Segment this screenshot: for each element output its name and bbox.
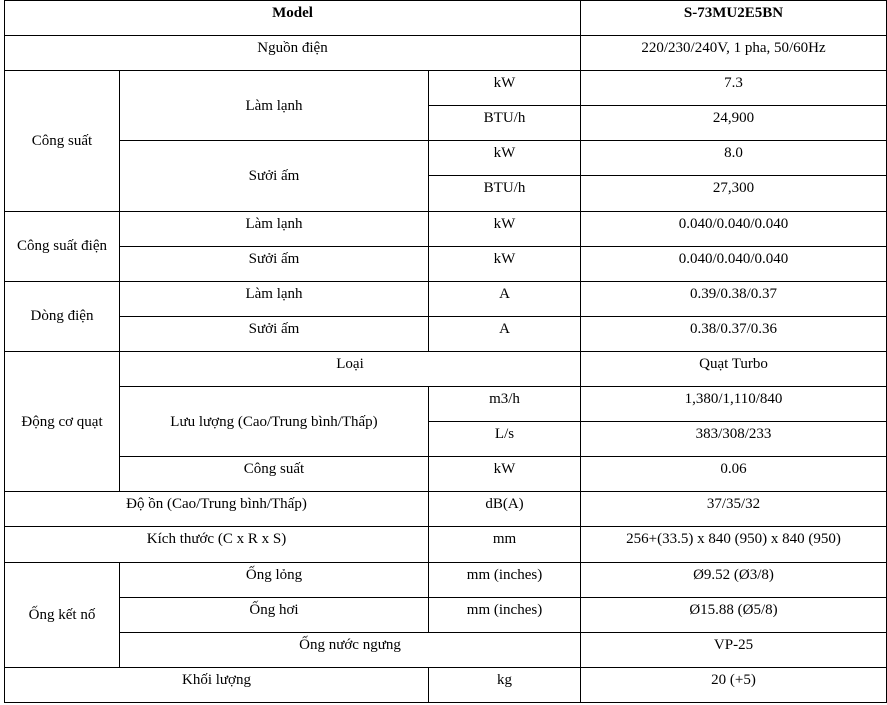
value-cell: 0.39/0.38/0.37	[581, 281, 887, 316]
table-row	[5, 1, 887, 36]
table-row	[5, 141, 887, 176]
value-cell: 7.3	[581, 71, 887, 106]
table-row	[5, 492, 887, 527]
value-cell: 8.0	[581, 141, 887, 176]
nguon-dien-value: 220/230/240V, 1 pha, 50/60Hz	[581, 36, 887, 71]
table-row	[5, 457, 887, 492]
unit-cell: BTU/h	[429, 106, 581, 141]
ong-ket-noi-label: Ống kết nố	[5, 562, 120, 667]
table-row	[5, 211, 887, 246]
unit-cell: kW	[429, 246, 581, 281]
unit-cell: dB(A)	[429, 492, 581, 527]
value-cell: 24,900	[581, 106, 887, 141]
value-cell: 383/308/233	[581, 422, 887, 457]
table-row	[5, 351, 887, 386]
value-cell: 37/35/32	[581, 492, 887, 527]
spec-table	[4, 0, 887, 703]
value-cell: 256+(33.5) x 840 (950) x 840 (950)	[581, 527, 887, 562]
value-cell: 20 (+5)	[581, 667, 887, 702]
cong-suat-suoi-am-label: Sưởi ấm	[120, 141, 429, 211]
value-cell: Ø15.88 (Ø5/8)	[581, 597, 887, 632]
value-cell: 0.06	[581, 457, 887, 492]
value-cell: 0.040/0.040/0.040	[581, 246, 887, 281]
value-cell: 27,300	[581, 176, 887, 211]
table-row	[5, 632, 887, 667]
unit-cell: kW	[429, 141, 581, 176]
row-label: Ống lỏng	[120, 562, 429, 597]
row-label: Loại	[120, 351, 581, 386]
row-label: Làm lạnh	[120, 281, 429, 316]
cong-suat-lam-lanh-label: Làm lạnh	[120, 71, 429, 141]
unit-cell: m3/h	[429, 387, 581, 422]
unit-cell: mm (inches)	[429, 597, 581, 632]
unit-cell: BTU/h	[429, 176, 581, 211]
value-cell: 0.040/0.040/0.040	[581, 211, 887, 246]
value-cell: VP-25	[581, 632, 887, 667]
row-label: Ống nước ngưng	[120, 632, 581, 667]
value-cell: Quạt Turbo	[581, 351, 887, 386]
do-on-label: Độ ồn (Cao/Trung bình/Thấp)	[5, 492, 429, 527]
nguon-dien-label: Nguồn điện	[5, 36, 581, 71]
value-cell: 0.38/0.37/0.36	[581, 316, 887, 351]
row-label: Làm lạnh	[120, 211, 429, 246]
unit-cell: kW	[429, 211, 581, 246]
unit-cell: A	[429, 281, 581, 316]
khoi-luong-label: Khối lượng	[5, 667, 429, 702]
unit-cell: kW	[429, 71, 581, 106]
cong-suat-label: Công suất	[5, 71, 120, 211]
table-row	[5, 281, 887, 316]
header-model-label: Model	[5, 1, 581, 36]
table-row	[5, 527, 887, 562]
value-cell: Ø9.52 (Ø3/8)	[581, 562, 887, 597]
unit-cell: A	[429, 316, 581, 351]
unit-cell: kW	[429, 457, 581, 492]
kich-thuoc-label: Kích thước (C x R x S)	[5, 527, 429, 562]
cong-suat-dien-label: Công suất điện	[5, 211, 120, 281]
row-label: Công suất	[120, 457, 429, 492]
unit-cell: mm (inches)	[429, 562, 581, 597]
row-label: Sưởi ấm	[120, 246, 429, 281]
row-label: Ống hơi	[120, 597, 429, 632]
unit-cell: mm	[429, 527, 581, 562]
table-row	[5, 667, 887, 702]
header-model-value: S-73MU2E5BN	[581, 1, 887, 36]
row-label: Sưởi ấm	[120, 316, 429, 351]
table-row	[5, 562, 887, 597]
table-row	[5, 597, 887, 632]
unit-cell: kg	[429, 667, 581, 702]
table-row	[5, 246, 887, 281]
unit-cell: L/s	[429, 422, 581, 457]
luu-luong-label: Lưu lượng (Cao/Trung bình/Thấp)	[120, 387, 429, 457]
value-cell: 1,380/1,110/840	[581, 387, 887, 422]
table-row	[5, 316, 887, 351]
table-row	[5, 387, 887, 422]
table-row	[5, 36, 887, 71]
dong-co-quat-label: Động cơ quạt	[5, 351, 120, 491]
dong-dien-label: Dòng điện	[5, 281, 120, 351]
table-row	[5, 71, 887, 106]
